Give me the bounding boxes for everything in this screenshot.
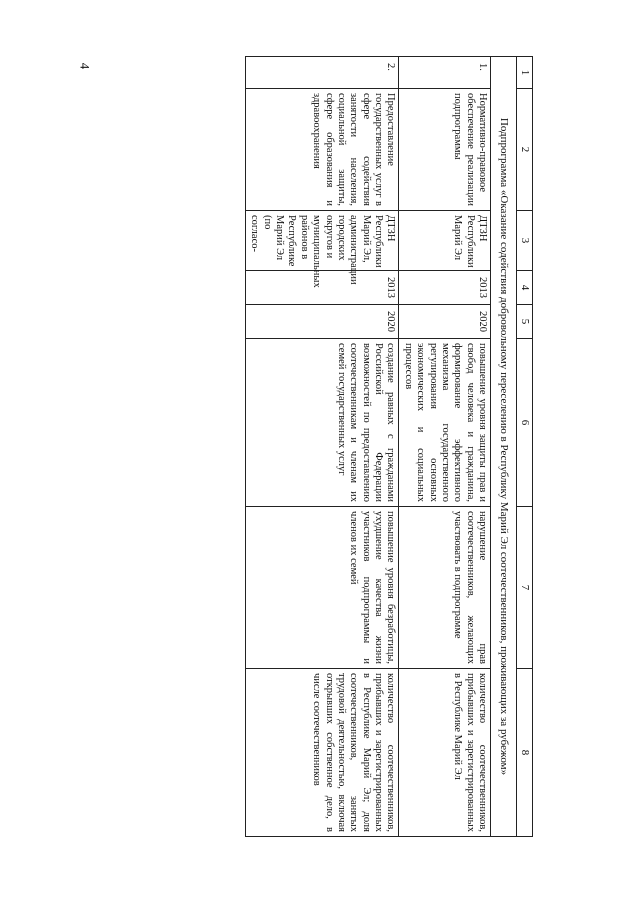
executor: ДТЗН Республики Марий Эл, администрации городских округов и муниципальных районов в Республике Марий Эл (по согласо- — [245, 211, 399, 271]
col-header-6: 6 — [517, 339, 533, 507]
table-row — [245, 57, 399, 837]
end-year: 2020 — [399, 305, 491, 339]
page-number: 4 — [77, 62, 93, 70]
table-row — [399, 57, 491, 837]
measure-name: Предоставление государственных услуг в сфере содействия занятости населения, социальной защиты, сфере образования и здравоохранения — [245, 89, 399, 211]
row-number: 2. — [245, 57, 399, 89]
column-number-row — [517, 57, 533, 837]
subprogram-title: Подпрограмма «Оказание содействия добровольному переселению в Республику Марий Эл соотечественников, проживающих за рубежом» — [491, 57, 517, 837]
measures-table — [245, 56, 533, 837]
row-number: 1. — [399, 57, 491, 89]
end-year: 2020 — [245, 305, 399, 339]
rotated-table-container — [103, 56, 533, 836]
col-header-5: 5 — [517, 305, 533, 339]
related-indicators: количество соотечественников, прибывших и зарегистрированных в Республике Марий Эл — [399, 669, 491, 837]
non-implementation-consequences: повышение уровня безработицы, ухудшение качества жизни участников подпрограммы и членов их семей — [245, 507, 399, 669]
measure-name: Нормативно-правовое обеспечение реализации подпрограммы — [399, 89, 491, 211]
executor: ДТЗН Республики Марий Эл — [399, 211, 491, 271]
start-year: 2013 — [399, 271, 491, 305]
subprogram-row — [491, 57, 517, 837]
expected-result: создание равных с гражданами Российской Федерации возможностей по предоставлению соотечественникам и членам их семей государственных услуг — [245, 339, 399, 507]
col-header-1: 1 — [517, 57, 533, 89]
col-header-2: 2 — [517, 89, 533, 211]
expected-result: повышение уровня защиты прав и свобод человека и гражданина, формирование эффективного механизма государственного регулирования основных экономических и социальных процессов — [399, 339, 491, 507]
col-header-3: 3 — [517, 211, 533, 271]
non-implementation-consequences: нарушение прав соотечественников, желающих участвовать в подпрограмме — [399, 507, 491, 669]
start-year: 2013 — [245, 271, 399, 305]
col-header-7: 7 — [517, 507, 533, 669]
related-indicators: количество соотечественников, прибывших и зарегистрированных в Республике Марий Эл; доля соотечественников, занятых трудовой деятельностью, включая открывших собственное дело, в числе соотечественников — [245, 669, 399, 837]
col-header-4: 4 — [517, 271, 533, 305]
col-header-8: 8 — [517, 669, 533, 837]
